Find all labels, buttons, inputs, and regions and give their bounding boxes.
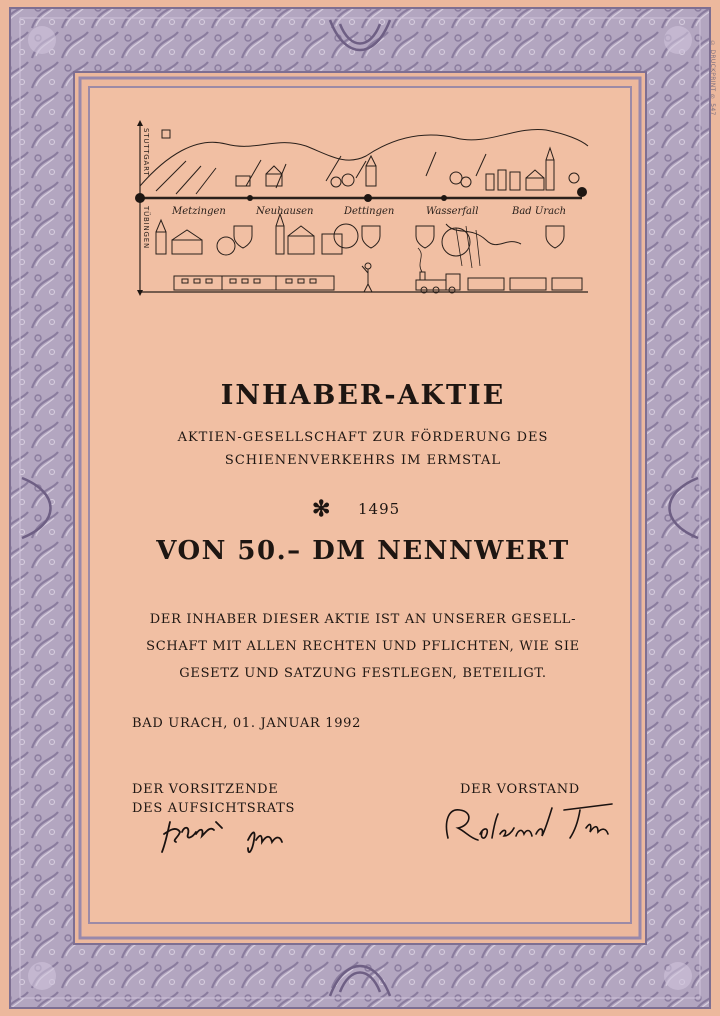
chairman-label-line-1: DER VORSITZENDE: [132, 782, 279, 797]
serial-number-row: [312, 496, 422, 522]
chairman-signature: [156, 812, 306, 860]
station-label-wasserfall: Wasserfall: [426, 206, 479, 217]
railway-route-illustration: [126, 116, 596, 302]
direction-stuttgart: STUTTGART: [142, 128, 150, 177]
direction-tuebingen: TÜBINGEN: [142, 206, 150, 249]
certificate-title: INHABER-AKTIE: [220, 380, 506, 411]
serial-star-mark: ✻: [312, 496, 331, 522]
company-name-line-1: AKTIEN-GESELLSCHAFT ZUR FÖRDERUNG DES: [177, 430, 549, 445]
body-text-line-2: SCHAFT MIT ALLEN RECHTEN UND PFLICHTEN, WIE SIE: [146, 639, 580, 654]
chairman-label-line-2: DES AUFSICHTSRATS: [132, 801, 296, 816]
board-label: DER VORSTAND: [460, 782, 580, 797]
station-label-bad-urach: Bad Urach: [512, 206, 567, 217]
printer-imprint: © DRUCKPRINT ® 547: [709, 40, 716, 116]
body-text-line-3: GESETZ UND SATZUNG FESTLEGEN, BETEILIGT.: [179, 666, 547, 681]
body-text-line-1: DER INHABER DIESER AKTIE IST AN UNSERER GESELL-: [149, 612, 577, 627]
station-label-neuhausen: Neuhausen: [256, 206, 314, 217]
station-label-metzingen: Metzingen: [172, 206, 226, 217]
serial-number: 1495: [358, 500, 401, 518]
place-and-date: BAD URACH, 01. JANUAR 1992: [132, 716, 362, 731]
station-label-dettingen: Dettingen: [344, 206, 395, 217]
company-name-line-2: SCHIENENVERKEHRS IM ERMSTAL: [224, 453, 502, 468]
nominal-value: VON 50.– DM NENNWERT: [156, 536, 570, 566]
board-signature: [440, 798, 620, 850]
